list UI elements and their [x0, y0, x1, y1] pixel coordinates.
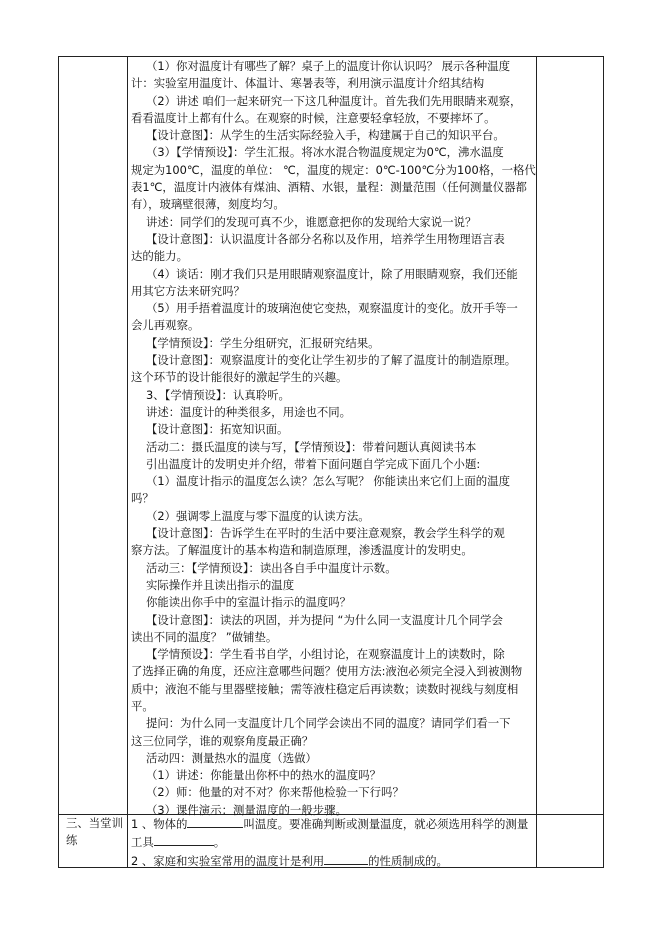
- content-line: 【设计意图】：认识温度计各部分名称以及作用，培养学生用物理语言表: [146, 231, 505, 246]
- content-line: 【学情预设】：学生看书自学，小组讨论，在观察温度计上的读数时，除: [146, 647, 505, 662]
- question-2: [131, 852, 531, 870]
- q1-text: 叫温度。要准确判断或测量温度，就必须选用科学的测量: [243, 817, 529, 831]
- content-line: 提问：为什么同一支温度计几个同学会读出不同的温度？请同学们看一下: [146, 716, 511, 731]
- q1-tool: 工具: [131, 835, 154, 850]
- classroom-training-cell: [131, 815, 531, 870]
- q1-end: 。: [213, 835, 226, 850]
- content-line: 了选择正确的角度，还应注意哪些问题？使用方法:液泡必须完全浸入到被测物: [131, 664, 523, 679]
- content-line: 会儿再观察。: [131, 318, 200, 333]
- q1-prefix: 1 、物体的: [131, 817, 188, 831]
- content-line: （1）温度计指示的温度怎么读？怎么写呢？ 你能读出来它们上面的温度: [146, 474, 510, 489]
- content-line: （1）你对温度计有哪些了解？桌子上的温度计你认识吗？ 展示各种温度: [146, 59, 510, 73]
- content-line: （2）师：他量的对不对？你来帮他检验一下行吗？: [146, 785, 404, 800]
- content-line: 讲述：温度计的种类很多，用途也不同。: [146, 404, 352, 419]
- content-line: 你能读出你手中的室温计指示的温度吗？: [146, 595, 352, 610]
- table-border-left: [58, 56, 59, 868]
- q1-blank: [187, 815, 243, 828]
- content-line: 讲述：同学们的发现可真不少，谁愿意把你的发现给大家说一说？: [146, 214, 477, 229]
- table-border-top: [58, 56, 604, 57]
- content-line: 质中；液泡不能与里器壁接触；需等液柱稳定后再读数；读数时视线与刻度相: [131, 681, 519, 696]
- content-line: 活动四：测量热水的温度（选做）: [146, 750, 317, 765]
- content-line: 【学情预设】：学生分组研究，汇报研究结果。: [146, 335, 380, 350]
- q1-tool-blank: [154, 833, 214, 846]
- content-line: 活动三：【学情预设】：读出各自手中温度计示数。: [146, 560, 397, 575]
- content-line: （3）【学情预设】：学生汇报。将冰水混合物温度规定为0℃，沸水温度: [146, 145, 504, 160]
- teaching-process-cell: [131, 58, 536, 819]
- content-line: 活动二：摄氏温度的读与写，【学情预设】：带着问题认真阅读书本: [146, 439, 477, 454]
- content-line: 计：实验室用温度计、体温计、寒暑表等，利用演示温度计介绍其结构: [131, 76, 485, 91]
- q2-end: 的性质制成的。: [368, 853, 448, 868]
- question-1: [131, 815, 531, 833]
- content-line: 【设计意图】：从学生的生活实际经验入手，构建属于自己的知识平台。: [146, 128, 505, 143]
- content-line: （3）课件演示：测量温度的一般步骤。: [146, 802, 347, 817]
- content-line: 有），玻璃壁很薄，刻度均匀。: [131, 197, 285, 212]
- content-line: 【设计意图】：观察温度计的变化让学生初步的了解了温度计的制造原理。: [146, 353, 517, 368]
- content-line: 这个环节的设计能很好的激起学生的兴趣。: [131, 370, 348, 385]
- content-line: 看看温度计上都有什么。在观察的时候，注意要轻拿轻放，不要摔坏了。: [131, 110, 496, 125]
- content-line: （5）用手捂着温度计的玻璃泡使它变热，观察温度计的变化。放开手等一: [146, 301, 518, 316]
- table-border-col2: [536, 56, 537, 868]
- q2-prefix: 2 、家庭和实验室常用的温度计是利用: [131, 853, 325, 868]
- content-line: 【设计意图】：告诉学生在平时的生活中要注意观察，教会学生科学的观: [146, 526, 505, 541]
- content-line: 3、【学情预设】：认真聆听。: [146, 387, 290, 402]
- content-line: （2）讲述 咱们一起来研究一下这几种温度计。首先我们先用眼睛来观察，: [146, 93, 522, 108]
- content-line: （2）强调零上温度与零下温度的认读方法。: [146, 508, 370, 523]
- content-line: （1）讲述：你能量出你杯中的热水的温度吗？: [146, 768, 382, 783]
- q2-blank: [324, 852, 368, 865]
- content-line: 察方法。了解温度计的基本构造和制造原理，渗透温度计的发明史。: [131, 543, 473, 558]
- table-border-col1: [127, 56, 128, 868]
- content-line: 用其它方法来研究吗？: [131, 283, 245, 298]
- content-line: 规定为100℃，温度的单位： ℃，温度的规定：0℃-100℃分为100格，一格代: [131, 162, 536, 177]
- content-line: 平。: [131, 698, 154, 713]
- content-line: （4）谈话：刚才我们只是用眼睛观察温度计，除了用眼睛观察，我们还能: [146, 266, 518, 281]
- content-line: 这三位同学，谁的观察角度最正确？: [131, 733, 314, 748]
- table-border-right: [603, 56, 604, 868]
- content-line: 【设计意图】：拓宽知识面。: [146, 422, 289, 437]
- content-line: 读出不同的温度？ ”做铺垫。: [131, 629, 278, 644]
- section-label: 三、当堂训练: [66, 816, 123, 848]
- content-line: 引出温度计的发明史并介绍，带着下面问题自学完成下面几个小题:: [146, 456, 481, 471]
- content-line: 【设计意图】：读法的巩固，并为提问 “为什么同一支温度计几个同学会: [146, 612, 503, 627]
- content-line: 吗？: [131, 491, 154, 506]
- question-1-line2: [131, 833, 531, 851]
- content-line: 达的能力。: [131, 249, 188, 264]
- content-line: 实际操作并且读出指示的温度: [146, 577, 295, 592]
- content-line: 表1℃，温度计内液体有煤油、酒精、水银，量程：测量范围（任何测量仪器都: [131, 180, 527, 195]
